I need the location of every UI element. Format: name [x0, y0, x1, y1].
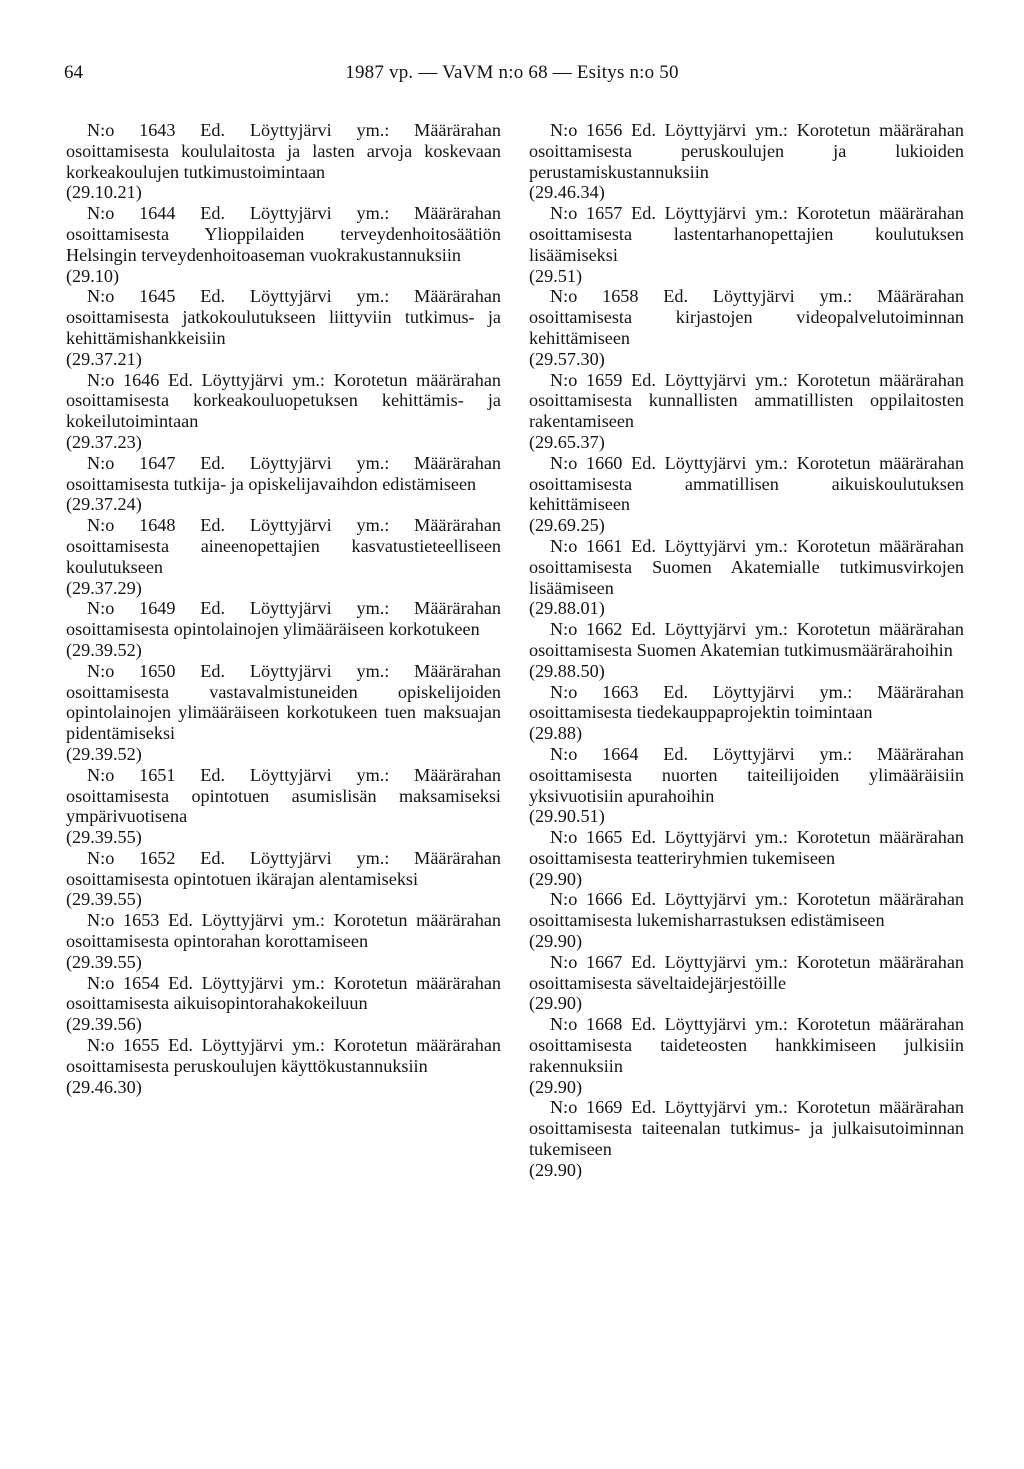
- motion-entry: [529, 827, 964, 889]
- motion-entry: [529, 370, 964, 453]
- motion-entry: [529, 952, 964, 1014]
- budget-reference: (29.39.52): [66, 743, 142, 764]
- motion-entry: [529, 453, 964, 536]
- motion-entry: [66, 973, 501, 1035]
- motion-entry: [529, 120, 964, 203]
- budget-reference: (29.90): [529, 1076, 583, 1097]
- motion-entry: [529, 889, 964, 951]
- motion-text: N:o 1657 Ed. Löyttyjärvi ym.: Korotetun määrärahan osoittamisesta lastentarhanopettajien koulutuksen lisäämiseksi: [529, 203, 964, 265]
- budget-reference: (29.69.25): [529, 515, 605, 536]
- motion-text: N:o 1643 Ed. Löyttyjärvi ym.: Määrärahan osoittamisesta koululaitosta ja lasten arvoja koskevaan korkeakoulujen tutkimustoimintaan: [66, 120, 501, 182]
- budget-reference: (29.90.51): [529, 806, 605, 827]
- motion-entry: [66, 203, 501, 286]
- motion-text: N:o 1663 Ed. Löyttyjärvi ym.: Määrärahan osoittamisesta tiedekauppaprojektin toimintaan: [529, 681, 964, 723]
- motion-text: N:o 1649 Ed. Löyttyjärvi ym.: Määrärahan osoittamisesta opintolainojen ylimääräiseen korkotukeen: [66, 598, 501, 640]
- motion-text: N:o 1660 Ed. Löyttyjärvi ym.: Korotetun määrärahan osoittamisesta ammatillisen aikuiskoulutuksen kehittämiseen: [529, 452, 964, 515]
- motion-entry: [66, 286, 501, 369]
- motion-text: N:o 1650 Ed. Löyttyjärvi ym.: Määrärahan osoittamisesta vastavalmistuneiden opiskelijoiden opintolainojen ylimääräiseen korkotukeen tuen maksuajan pidentämiseksi: [66, 660, 501, 744]
- budget-reference: (29.46.30): [66, 1076, 142, 1097]
- budget-reference: (29.10): [66, 265, 120, 286]
- motion-entry: [66, 598, 501, 660]
- budget-reference: (29.65.37): [529, 431, 605, 452]
- motion-text: N:o 1668 Ed. Löyttyjärvi ym.: Korotetun määrärahan osoittamisesta taideteosten hankkimiseen julkisiin rakennuksiin: [529, 1014, 964, 1076]
- budget-reference: (29.37.24): [66, 494, 142, 515]
- motion-text: N:o 1644 Ed. Löyttyjärvi ym.: Määrärahan osoittamisesta Ylioppilaiden terveydenhoitosäätiön Helsingin terveydenhoitoaseman vuokrakustannuksiin: [66, 203, 501, 265]
- motion-entry: [66, 515, 501, 598]
- motion-entry: [529, 619, 964, 681]
- motion-text: N:o 1653 Ed. Löyttyjärvi ym.: Korotetun määrärahan osoittamisesta opintorahan korottamiseen: [66, 910, 501, 952]
- motion-text: N:o 1662 Ed. Löyttyjärvi ym.: Korotetun määrärahan osoittamisesta Suomen Akatemian tutkimusmäärärahoihin: [529, 619, 964, 660]
- motion-text: N:o 1651 Ed. Löyttyjärvi ym.: Määrärahan osoittamisesta opintotuen asumislisän maksamiseksi ympärivuotisena: [66, 764, 501, 827]
- budget-reference: (29.90): [529, 993, 583, 1014]
- budget-reference: (29.57.30): [529, 348, 605, 369]
- budget-reference: (29.88.50): [529, 660, 605, 681]
- motion-entry: [66, 1035, 501, 1097]
- budget-reference: (29.90): [529, 931, 583, 952]
- motion-entry: [529, 744, 964, 827]
- motion-entry: [66, 370, 501, 453]
- motion-entry: [529, 536, 964, 619]
- budget-reference: (29.88.01): [529, 598, 605, 619]
- motion-text: N:o 1655 Ed. Löyttyjärvi ym.: Korotetun määrärahan osoittamisesta peruskoulujen käyttökustannuksiin: [66, 1035, 501, 1076]
- page-number: 64: [64, 62, 83, 83]
- motion-text: N:o 1646 Ed. Löyttyjärvi ym.: Korotetun määrärahan osoittamisesta korkeakouluopetuksen kehittämis- ja kokeilutoimintaan: [66, 369, 501, 432]
- motion-text: N:o 1652 Ed. Löyttyjärvi ym.: Määrärahan osoittamisesta opintotuen ikärajan alentamiseksi: [66, 847, 501, 889]
- motion-entry: [529, 203, 964, 286]
- motion-entry: [529, 286, 964, 369]
- left-column: [66, 120, 501, 1097]
- motion-text: N:o 1654 Ed. Löyttyjärvi ym.: Korotetun määrärahan osoittamisesta aikuisopintorahakokeiluun: [66, 972, 501, 1014]
- motion-text: N:o 1666 Ed. Löyttyjärvi ym.: Korotetun määrärahan osoittamisesta lukemisharrastuksen edistämiseen: [529, 889, 964, 931]
- budget-reference: (29.39.56): [66, 1014, 142, 1035]
- motion-text: N:o 1658 Ed. Löyttyjärvi ym.: Määrärahan osoittamisesta kirjastojen videopalvelutoiminnan kehittämiseen: [529, 286, 964, 348]
- motion-entry: [66, 120, 501, 203]
- budget-reference: (29.39.55): [66, 889, 142, 910]
- motion-text: N:o 1645 Ed. Löyttyjärvi ym.: Määrärahan osoittamisesta jatkokoulutukseen liittyviin tutkimus- ja kehittämishankkeisiin: [66, 286, 501, 348]
- motion-text: N:o 1656 Ed. Löyttyjärvi ym.: Korotetun määrärahan osoittamisesta peruskoulujen ja lukioiden perustamiskustannuksiin: [529, 120, 964, 182]
- motion-text: N:o 1669 Ed. Löyttyjärvi ym.: Korotetun määrärahan osoittamisesta taiteenalan tutkimus- ja julkaisutoiminnan tukemiseen: [529, 1097, 964, 1160]
- motion-text: N:o 1648 Ed. Löyttyjärvi ym.: Määrärahan osoittamisesta aineenopettajien kasvatustieteelliseen koulutukseen: [66, 515, 501, 577]
- motion-text: N:o 1659 Ed. Löyttyjärvi ym.: Korotetun määrärahan osoittamisesta kunnallisten ammatillisten oppilaitosten rakentamiseen: [529, 369, 964, 432]
- budget-reference: (29.10.21): [66, 182, 142, 203]
- motion-entry: [66, 453, 501, 515]
- motion-text: N:o 1667 Ed. Löyttyjärvi ym.: Korotetun määrärahan osoittamisesta säveltaidejärjestöille: [529, 951, 964, 993]
- budget-reference: (29.90): [529, 1159, 583, 1180]
- motion-entry: [529, 1097, 964, 1180]
- motion-entry: [66, 661, 501, 765]
- budget-reference: (29.51): [529, 265, 583, 286]
- budget-reference: (29.39.52): [66, 639, 142, 660]
- motion-entry: [529, 1014, 964, 1097]
- running-header: 1987 vp. — VaVM n:o 68 — Esitys n:o 50: [345, 62, 679, 83]
- budget-reference: (29.37.23): [66, 431, 142, 452]
- motion-text: N:o 1647 Ed. Löyttyjärvi ym.: Määrärahan osoittamisesta tutkija- ja opiskelijavaihdon edistämiseen: [66, 452, 501, 494]
- budget-reference: (29.90): [529, 868, 583, 889]
- budget-reference: (29.37.29): [66, 577, 142, 598]
- budget-reference: (29.37.21): [66, 348, 142, 369]
- budget-reference: (29.46.34): [529, 182, 605, 203]
- motion-text: N:o 1661 Ed. Löyttyjärvi ym.: Korotetun määrärahan osoittamisesta Suomen Akatemialle tutkimusvirkojen lisäämiseen: [529, 535, 964, 598]
- budget-reference: (29.39.55): [66, 827, 142, 848]
- right-column: [529, 120, 964, 1181]
- motion-entry: [529, 682, 964, 744]
- motion-entry: [66, 910, 501, 972]
- motion-entry: [66, 848, 501, 910]
- budget-reference: (29.39.55): [66, 951, 142, 972]
- budget-reference: (29.88): [529, 723, 583, 744]
- motion-text: N:o 1665 Ed. Löyttyjärvi ym.: Korotetun määrärahan osoittamisesta teatteriryhmien tukemiseen: [529, 827, 964, 868]
- motion-text: N:o 1664 Ed. Löyttyjärvi ym.: Määrärahan osoittamisesta nuorten taiteilijoiden ylimääräisiin yksivuotisiin apurahoihin: [529, 743, 964, 806]
- motion-entry: [66, 765, 501, 848]
